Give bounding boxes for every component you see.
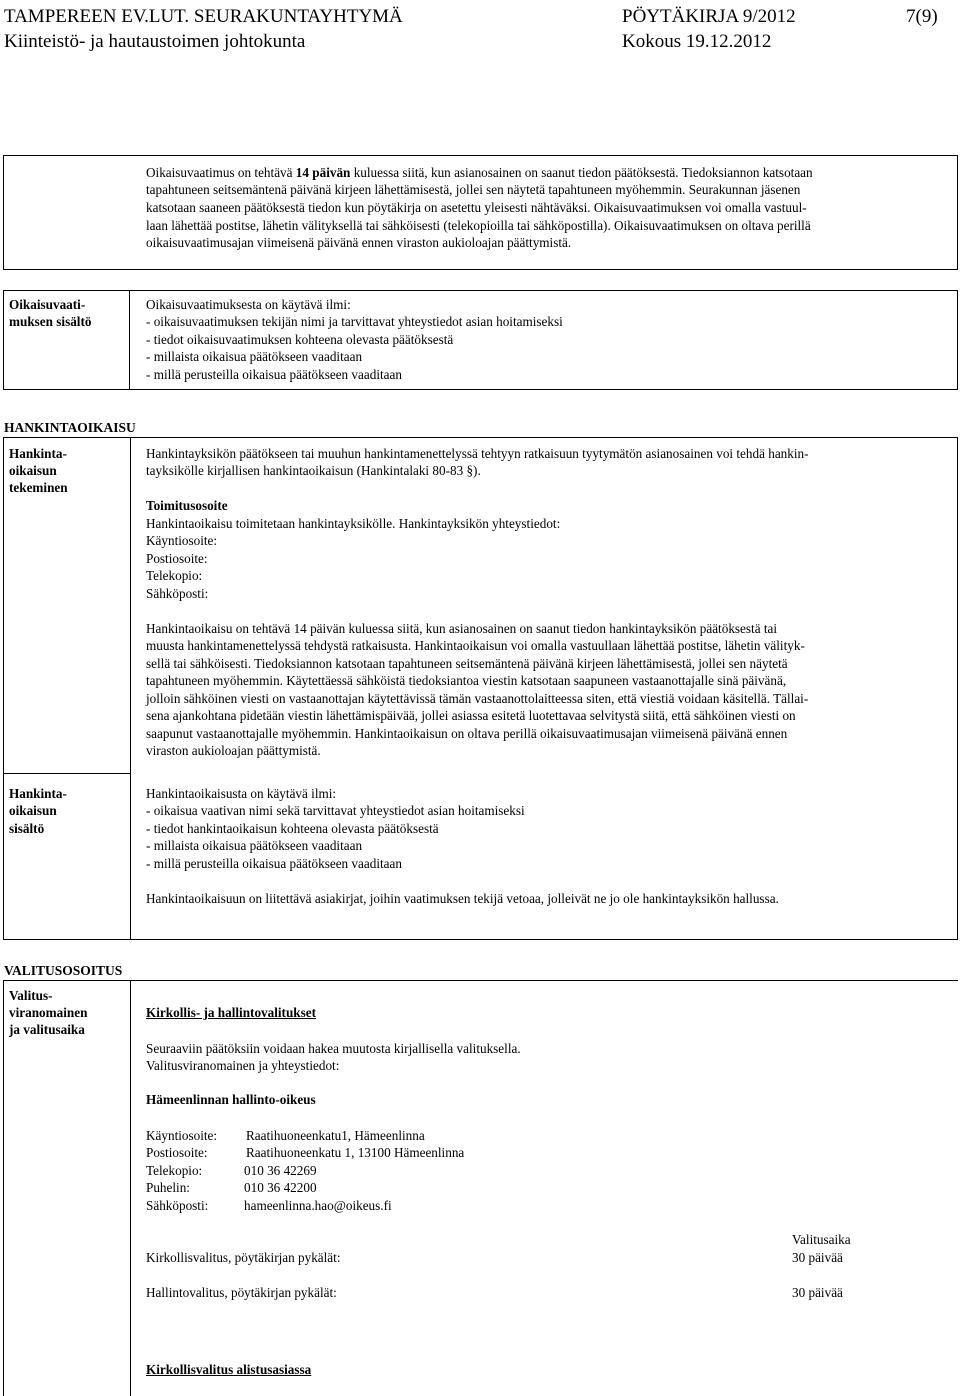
oikaisu-rule bbox=[130, 290, 958, 291]
oikaisu-rule bbox=[130, 389, 958, 390]
oikaisu-line: - tiedot oikaisuvaatimuksen kohteena olevasta päätöksestä bbox=[146, 332, 454, 347]
oikaisu-label: Oikaisuvaati- bbox=[9, 297, 86, 312]
hankinta-rule bbox=[130, 437, 131, 940]
valitusaika-header: Valitusaika bbox=[792, 1232, 851, 1247]
hankinta-paragraph: Hankintaoikaisu on tehtävä 14 päivän kuluessa siitä, kun asianosainen on saanut tiedon hankintayksikön päätöksestä tai bbox=[146, 621, 778, 636]
hankinta-label-2: sisältö bbox=[9, 821, 45, 836]
valitus-subtitle: Kirkollis- ja hallintovalitukset bbox=[146, 1005, 316, 1020]
contact-value: Raatihuoneenkatu1, Hämeenlinna bbox=[246, 1128, 425, 1143]
valitus-section-title: VALITUSOSOITUS bbox=[4, 963, 123, 978]
valitus-intro: Valitusviranomainen ja yhteystiedot: bbox=[146, 1058, 340, 1073]
valitus-rule bbox=[3, 980, 958, 981]
oikaisu-line: - millä perusteilla oikaisua päätökseen vaaditaan bbox=[146, 367, 402, 382]
hankinta-label-1: tekeminen bbox=[9, 480, 68, 495]
hankinta-section-title: HANKINTAOIKAISU bbox=[4, 420, 136, 435]
hankinta-paragraph: viraston aukioloajan päättymistä. bbox=[146, 743, 321, 758]
valitus-label: viranomainen bbox=[9, 1005, 88, 1020]
hankinta-rule bbox=[3, 773, 131, 774]
kirkollisvalitus-days: 30 päivää bbox=[792, 1250, 843, 1265]
oikaisu-line: - millaista oikaisua päätökseen vaaditaan bbox=[146, 349, 363, 364]
oikaisu-label: muksen sisältö bbox=[9, 314, 92, 329]
toimitus-line: Hankintaoikaisu toimitetaan hankintayksikölle. Hankintayksikön yhteystiedot: bbox=[146, 516, 561, 531]
sisalto-line: - millaista oikaisua päätökseen vaaditaan bbox=[146, 838, 363, 853]
hankinta-label-2: Hankinta- bbox=[9, 786, 67, 801]
hankinta-paragraph: tapahtuneen myöhemmin. Käytettäessä sähköistä tiedoksiantoa viestin katsotaan saapuneen vastaanottajalle sinä päivänä, bbox=[146, 673, 787, 688]
hankinta-paragraph: jolloin sähköinen viesti on vastaanottajan käytettävissä tämän vastaanottolaitteessa siten, että viestiä voidaan käsitellä. Tällai- bbox=[146, 691, 809, 706]
valitus-intro: Seuraaviin päätöksiin voidaan hakea muutosta kirjallisella valituksella. bbox=[146, 1041, 521, 1056]
page-number: 7(9) bbox=[906, 6, 938, 27]
sisalto-line: - millä perusteilla oikaisua päätökseen vaaditaan bbox=[146, 856, 402, 871]
intro-line: tapahtuneen seitsemäntenä päivänä kirjeen lähettämisestä, jollei sen näytetä tapahtuneen myöhemmin. Seurakunnan jäsenen bbox=[146, 182, 801, 197]
hankinta-paragraph: saapunut vastaanottajalle myöhemmin. Hankintaoikaisun on oltava perillä oikaisuvaatimusajan viimeisenä päivänä ennen bbox=[146, 726, 788, 741]
contact-value: hameenlinna.hao@oikeus.fi bbox=[244, 1198, 392, 1213]
contact-value: 010 36 42269 bbox=[244, 1163, 317, 1178]
contact-value: Raatihuoneenkatu 1, 13100 Hämeenlinna bbox=[246, 1145, 465, 1160]
hankinta-label-1: oikaisun bbox=[9, 463, 57, 478]
hankinta-label-1: Hankinta- bbox=[9, 446, 67, 461]
oikaisu-line: Oikaisuvaatimuksesta on käytävä ilmi: bbox=[146, 297, 351, 312]
hankinta-paragraph: sena ajankohtana pidetään viestin lähettämispäivää, jollei asiassa esitetä luotettavaa selvitystä siitä, että sähköinen viesti on bbox=[146, 708, 796, 723]
sisalto-line: Hankintaoikaisusta on käytävä ilmi: bbox=[146, 786, 337, 801]
court-name: Hämeenlinnan hallinto-oikeus bbox=[146, 1092, 316, 1107]
meeting-date: Kokous 19.12.2012 bbox=[622, 31, 772, 52]
hankinta-paragraph: Hankintayksikön päätökseen tai muuhun hankintamenettelyssä tehtyyn ratkaisuun tyytymätön asianosainen voi tehdä hankin- bbox=[146, 446, 809, 461]
intro-line: laan lähettää postitse, lähetin välityksellä tai sähköisesti (telekopioilla tai sähköpostilla). Oikaisuvaatimuksen on oltava perillä bbox=[146, 218, 811, 233]
valitus-rule bbox=[130, 980, 131, 1396]
valitus-label: ja valitusaika bbox=[9, 1022, 85, 1037]
oikaisu-rule bbox=[957, 290, 958, 390]
contact-label: Puhelin: bbox=[146, 1180, 190, 1195]
hankinta-rule bbox=[3, 437, 4, 940]
sisalto-line: - tiedot hankintaoikaisun kohteena olevasta päätöksestä bbox=[146, 821, 439, 836]
sisalto-line: - oikaisua vaativan nimi sekä tarvittavat yhteystiedot asian hoitamiseksi bbox=[146, 803, 525, 818]
org-name: TAMPEREEN EV.LUT. SEURAKUNTAYHTYMÄ bbox=[4, 6, 403, 27]
oikaisu-line: - oikaisuvaatimuksen tekijän nimi ja tarvittavat yhteystiedot asian hoitamiseksi bbox=[146, 314, 563, 329]
alistus-title: Kirkollisvalitus alistusasiassa bbox=[146, 1362, 312, 1377]
valitus-rule bbox=[3, 980, 4, 1396]
toimitus-line: Käyntiosoite: bbox=[146, 533, 218, 548]
hankinta-paragraph: muusta hankintamenettelyssä tehdystä ratkaisusta. Hankintaoikaisun voi omalla vastuullaan lähettää postitse, lähetin välityk- bbox=[146, 638, 805, 653]
hankinta-paragraph: sellä tai sähköisesti. Tiedoksiannon katsotaan tapahtuneen seitsemäntenä päivänä kirjeen lähettämisestä, jollei sen näytetä bbox=[146, 656, 788, 671]
toimitus-line: Telekopio: bbox=[146, 568, 203, 583]
hankinta-rule bbox=[957, 437, 958, 940]
hankinta-label-2: oikaisun bbox=[9, 803, 57, 818]
contact-value: 010 36 42200 bbox=[244, 1180, 317, 1195]
liite-line: Hankintaoikaisuun on liitettävä asiakirjat, joihin vaatimuksen tekijä vetoaa, jolleivät ne jo ole hankintayksikön hallussa. bbox=[146, 891, 779, 906]
valitus-label: Valitus- bbox=[9, 988, 53, 1003]
intro-line: oikaisuvaatimusajan viimeisenä päivänä ennen viraston aukioloajan päättymistä. bbox=[146, 235, 572, 250]
intro-line: katsotaan saaneen päätöksestä tiedon kun pöytäkirja on asetettu yleisesti nähtäväksi. Oikaisuvaatimuksen voi omalla vastuul- bbox=[146, 200, 807, 215]
contact-label: Sähköposti: bbox=[146, 1198, 209, 1213]
hankinta-rule bbox=[3, 437, 958, 438]
contact-label: Telekopio: bbox=[146, 1163, 203, 1178]
document-title: PÖYTÄKIRJA 9/2012 bbox=[622, 6, 796, 27]
toimitus-title: Toimitusosoite bbox=[146, 498, 228, 513]
contact-label: Käyntiosoite: bbox=[146, 1128, 218, 1143]
hallintovalitus-days: 30 päivää bbox=[792, 1285, 843, 1300]
board-name: Kiinteistö- ja hautaustoimen johtokunta bbox=[4, 31, 306, 52]
toimitus-line: Sähköposti: bbox=[146, 586, 209, 601]
hallintovalitus-label: Hallintovalitus, pöytäkirjan pykälät: bbox=[146, 1285, 337, 1300]
kirkollisvalitus-label: Kirkollisvalitus, pöytäkirjan pykälät: bbox=[146, 1250, 341, 1265]
contact-label: Postiosoite: bbox=[146, 1145, 208, 1160]
toimitus-line: Postiosoite: bbox=[146, 551, 208, 566]
hankinta-paragraph: tayksikölle kirjallisen hankintaoikaisun (Hankintalaki 80-83 §). bbox=[146, 463, 481, 478]
intro-line: Oikaisuvaatimus on tehtävä 14 päivän kuluessa siitä, kun asianosainen on saanut tiedon päätöksestä. Tiedoksiannon katsotaan bbox=[146, 165, 813, 180]
hankinta-rule bbox=[3, 939, 958, 940]
